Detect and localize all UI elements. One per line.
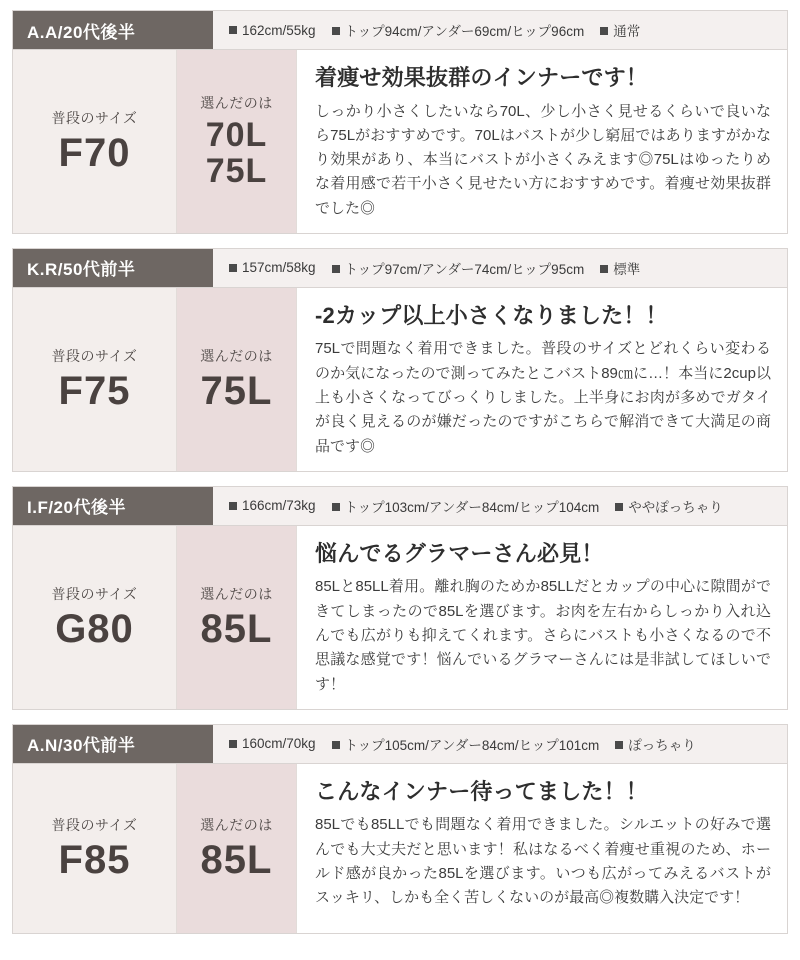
chosen-size-label: 選んだのは (200, 347, 273, 364)
spec-text: ややぽっちゃり (628, 499, 723, 515)
review-title: -2カップ以上小さくなりました！！ (315, 302, 668, 328)
usual-size-column (13, 764, 177, 933)
square-bullet-icon (332, 265, 340, 273)
spec-text: トップ105cm/アンダー84cm/ヒップ101cm (344, 737, 600, 753)
square-bullet-icon (229, 740, 237, 748)
reviewer-specs (213, 725, 787, 763)
reviewer-specs (213, 249, 787, 287)
usual-size-label: 普段のサイズ (51, 816, 138, 833)
review-card (12, 10, 788, 234)
spec-build (600, 258, 640, 278)
review-title: 着痩せ効果抜群のインナーです！ (315, 65, 649, 90)
spec-text: 標準 (613, 261, 641, 277)
chosen-size-column (177, 764, 297, 933)
chosen-size-column (177, 526, 297, 709)
spec-body (229, 260, 316, 275)
square-bullet-icon (600, 27, 608, 35)
spec-text: 160cm/70kg (242, 736, 316, 752)
spec-text: 162cm/55kg (242, 22, 316, 38)
reviewer-name: A.N/30代前半 (13, 725, 213, 763)
review-header (12, 248, 788, 288)
chosen-size-value: 75L (200, 368, 273, 413)
square-bullet-icon (332, 741, 340, 749)
spec-text: 157cm/58kg (242, 260, 316, 276)
reviewer-name: A.A/20代後半 (13, 11, 213, 49)
review-body (12, 764, 788, 934)
usual-size-value: F70 (58, 130, 131, 175)
square-bullet-icon (229, 26, 237, 34)
square-bullet-icon (229, 264, 237, 272)
square-bullet-icon (615, 741, 623, 749)
usual-size-column (13, 50, 177, 233)
usual-size-label: 普段のサイズ (51, 109, 138, 126)
spec-text: トップ97cm/アンダー74cm/ヒップ95cm (344, 261, 585, 277)
review-title: 悩んでるグラマーさん必見！ (315, 540, 604, 566)
review-header (12, 10, 788, 50)
spec-text: 166cm/73kg (242, 498, 316, 514)
usual-size-value: G80 (55, 606, 134, 651)
reviewer-specs (213, 11, 787, 49)
spec-build (615, 496, 723, 516)
spec-text: トップ103cm/アンダー84cm/ヒップ104cm (344, 499, 600, 515)
review-card (12, 248, 788, 472)
spec-measurements (332, 734, 600, 754)
usual-size-value: F75 (58, 368, 131, 413)
spec-text: トップ94cm/アンダー69cm/ヒップ96cm (344, 24, 585, 39)
review-body (12, 526, 788, 710)
review-card (12, 724, 788, 934)
chosen-size-value: 85L (200, 606, 273, 651)
usual-size-label: 普段のサイズ (51, 585, 138, 602)
chosen-size-label: 選んだのは (200, 94, 273, 111)
square-bullet-icon (600, 265, 608, 273)
review-text: 85Lでも85LLでも問題なく着用できました。シルエットの好みで選んでも大丈夫だと思います！私はなるべく着痩せ重視のため、ホールド感が良かった85Lを選びます。いつも広がってみえるバストがスッキリ、しかも全く苦しくないのが最高◎複数購入決定です！ (315, 816, 771, 907)
review-text: しっかり小さくしたいなら70L、少し小さく見せるくらいで良いなら75Lがおすすめです。70Lはバストが少し窮屈ではありますがかなり効果があり、本当にバストが小さくみえます◎75Lはゆったりめな着用感で若干小さく見せたい方におすすめです。着痩せ効果抜群でした◎ (315, 102, 771, 217)
chosen-size-label: 選んだのは (200, 585, 273, 602)
spec-text: 通常 (613, 24, 641, 39)
spec-measurements (332, 258, 585, 278)
chosen-size-line: 75L (205, 152, 268, 191)
spec-build (600, 20, 640, 40)
square-bullet-icon (615, 503, 623, 511)
review-header (12, 724, 788, 764)
review-text: 75Lで問題なく着用できました。普段のサイズとどれくらい変わるのか気になったので測ってみたとこバスト89㎝に…！本当に2cup以上も小さくなってびっくりしました。上半身にお肉が多めでガタイが良く見えるのが嫌だったのですがこちらで解消できて大満足の商品です◎ (315, 340, 771, 455)
spec-measurements (332, 496, 600, 516)
review-text: 85Lと85LL着用。離れ胸のためか85LLだとカップの中心に隙間ができてしまったので85Lを選びます。お肉を左右からしっかり入れ込んでも広がりも抑えてくれます。さらにバストも小さくなるので不思議な感覚です！悩んでいるグラマーさんには是非試してほしいです！ (315, 578, 771, 693)
square-bullet-icon (229, 502, 237, 510)
usual-size-column (13, 288, 177, 471)
square-bullet-icon (332, 27, 340, 35)
spec-measurements (332, 20, 585, 40)
review-text-column (297, 764, 787, 933)
spec-body (229, 736, 316, 751)
reviewer-name: I.F/20代後半 (13, 487, 213, 525)
usual-size-column (13, 526, 177, 709)
spec-build (615, 734, 696, 754)
spec-body (229, 498, 316, 513)
chosen-size-label: 選んだのは (200, 816, 273, 833)
review-text-column (297, 50, 787, 233)
review-body (12, 50, 788, 234)
chosen-size-column (177, 50, 297, 233)
usual-size-value: F85 (58, 837, 131, 882)
reviewer-name: K.R/50代前半 (13, 249, 213, 287)
square-bullet-icon (332, 503, 340, 511)
chosen-size-line: 70L (205, 115, 268, 154)
review-text-column (297, 526, 787, 709)
spec-text: ぽっちゃり (628, 737, 696, 753)
review-header (12, 486, 788, 526)
review-body (12, 288, 788, 472)
usual-size-label: 普段のサイズ (51, 347, 138, 364)
spec-body (229, 23, 316, 38)
chosen-size-value (206, 117, 268, 190)
chosen-size-value: 85L (200, 837, 273, 882)
chosen-size-column (177, 288, 297, 471)
review-title: こんなインナー待ってました！！ (315, 778, 649, 804)
review-text-column (297, 288, 787, 471)
reviewer-specs (213, 487, 787, 525)
review-card (12, 486, 788, 710)
